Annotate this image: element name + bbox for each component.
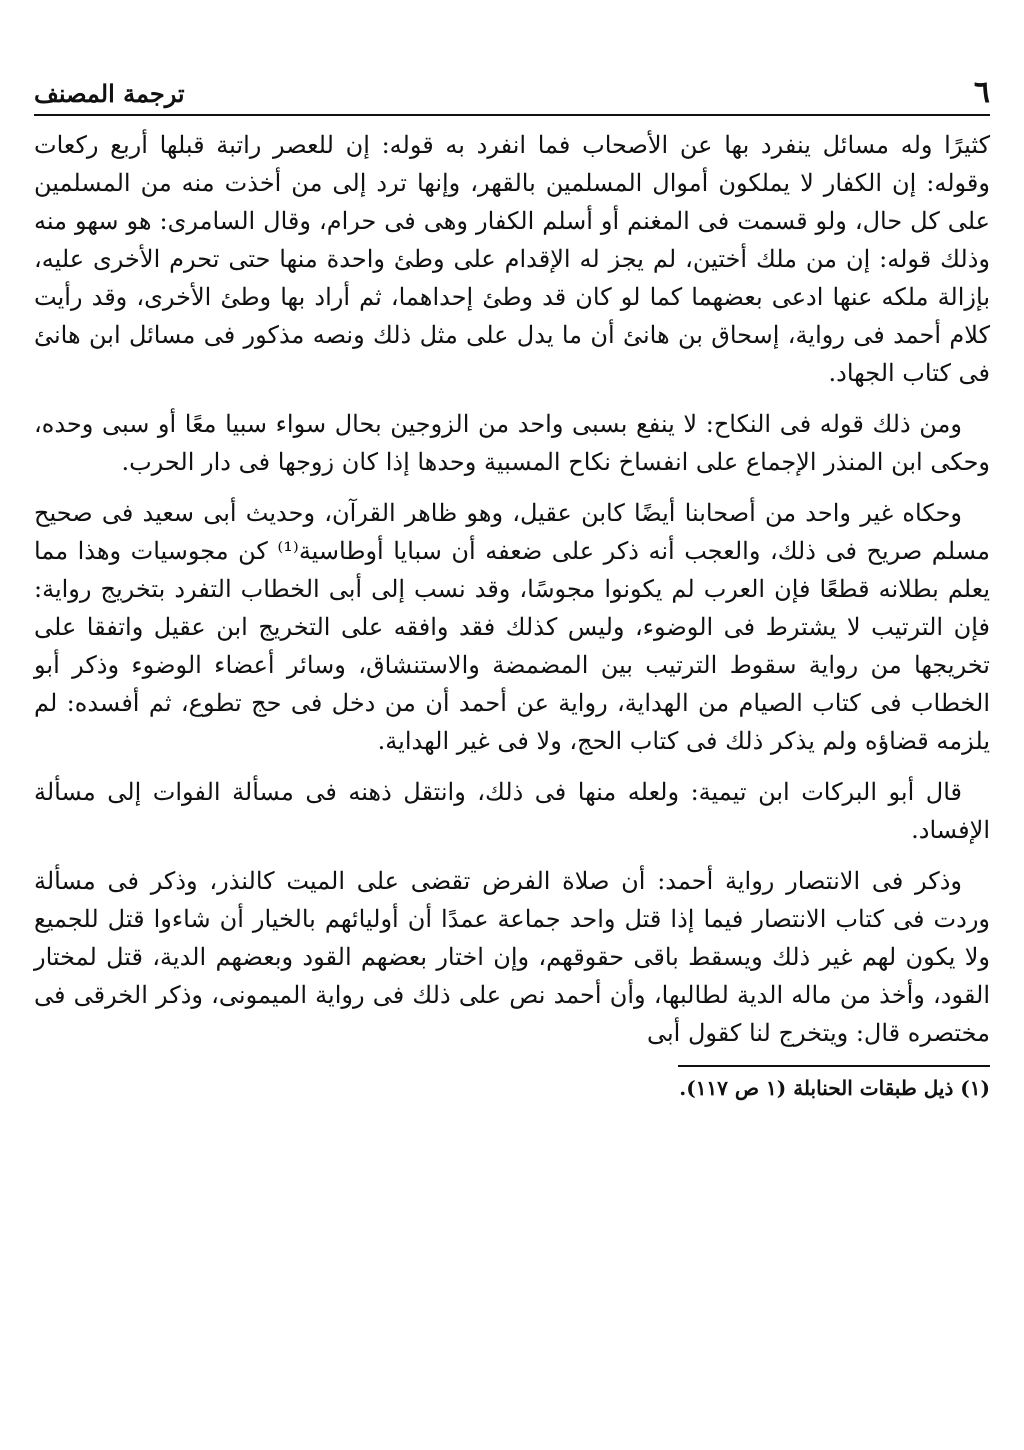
page-body xyxy=(34,126,990,1052)
paragraph: قال أبو البركات ابن تيمية: ولعله منها فى ذلك، وانتقل ذهنه فى مسألة الفوات إلى مسألة الإفساد. xyxy=(34,778,990,844)
page-number: ٦ xyxy=(973,75,990,110)
footnote: (١) ذيل طبقات الحنابلة (١ ص ١١٧). xyxy=(679,1076,990,1100)
page-header xyxy=(34,72,990,116)
paragraph: وذكر فى الانتصار رواية أحمد: أن صلاة الفرض تقضى على الميت كالنذر، وذكر فى مسألة وردت فى كتاب الانتصار فيما إذا قتل واحد جماعة عمدًا أن أوليائهم بالخيار أن شاءوا قتل للجميع ولا يكون لهم غير ذلك ويسقط باقى حقوقهم، وإن اختار بعضهم القود وبعضهم الدية، قتل لمختار القود، وأخذ من ماله الدية لطالبها، وأن أحمد نص على ذلك فى رواية الميمونى، وذكر الخرقى فى مختصره قال: ويتخرج لنا كقول أبى xyxy=(34,867,990,1047)
book-page xyxy=(34,72,990,1103)
running-title: ترجمة المصنف xyxy=(34,79,185,108)
paragraph: ومن ذلك قوله فى النكاح: لا ينفع بسبى واحد من الزوجين بحال سواء سبيا معًا أو سبى وحده، وحكى ابن المنذر الإجماع على انفساخ نكاح المسبية وحدها إذا كان زوجها فى دار الحرب. xyxy=(34,410,990,476)
paragraph: كثيرًا وله مسائل ينفرد بها عن الأصحاب فما انفرد به قوله: إن للعصر راتبة قبلها أربع ركعات وقوله: إن الكفار لا يملكون أموال المسلمين بالقهر، وإنها ترد إلى من أخذت منه من المسلمين على كل حال، ولو قسمت فى المغنم أو أسلم الكفار وهى فى حرام، وقال السامرى: هو سهو منه وذلك قوله: إن من ملك أختين، لم يجز له الإقدام على وطئ واحدة منها حتى تحرم الأخرى عليه، بإزالة ملكه عنها ادعى بعضهما كما لو كان قد وطئ إحداهما، ثم أراد بها وطئ الأخرى، وقد رأيت كلام أحمد فى رواية، إسحاق بن هانئ أن ما يدل على مثل ذلك ونصه مذكور فى مسائل ابن هانئ فى كتاب الجهاد. xyxy=(34,131,990,387)
footnote-divider xyxy=(678,1065,990,1067)
paragraph: وحكاه غير واحد من أصحابنا أيضًا كابن عقيل، وهو ظاهر القرآن، وحديث أبى سعيد فى صحيح مسلم صريح فى ذلك، والعجب أنه ذكر على ضعفه أن سبايا أوطاسية⁽¹⁾ كن مجوسيات وهذا مما يعلم بطلانه قطعًا فإن العرب لم يكونوا مجوسًا، وقد نسب إلى أبى الخطاب التفرد بتخريج رواية: فإن الترتيب لا يشترط فى الوضوء، وليس كذلك فقد وافقه على التخريج ابن عقيل واتفقا على تخريجها من رواية سقوط الترتيب بين المضمضة والاستنشاق، وسائر أعضاء الوضوء وذكر أبو الخطاب فى كتاب الصيام من الهداية، رواية عن أحمد أن من دخل فى حج تطوع، ثم أفسده: لم يلزمه قضاؤه ولم يذكر ذلك فى كتاب الحج، ولا فى غير الهداية. xyxy=(34,499,990,755)
